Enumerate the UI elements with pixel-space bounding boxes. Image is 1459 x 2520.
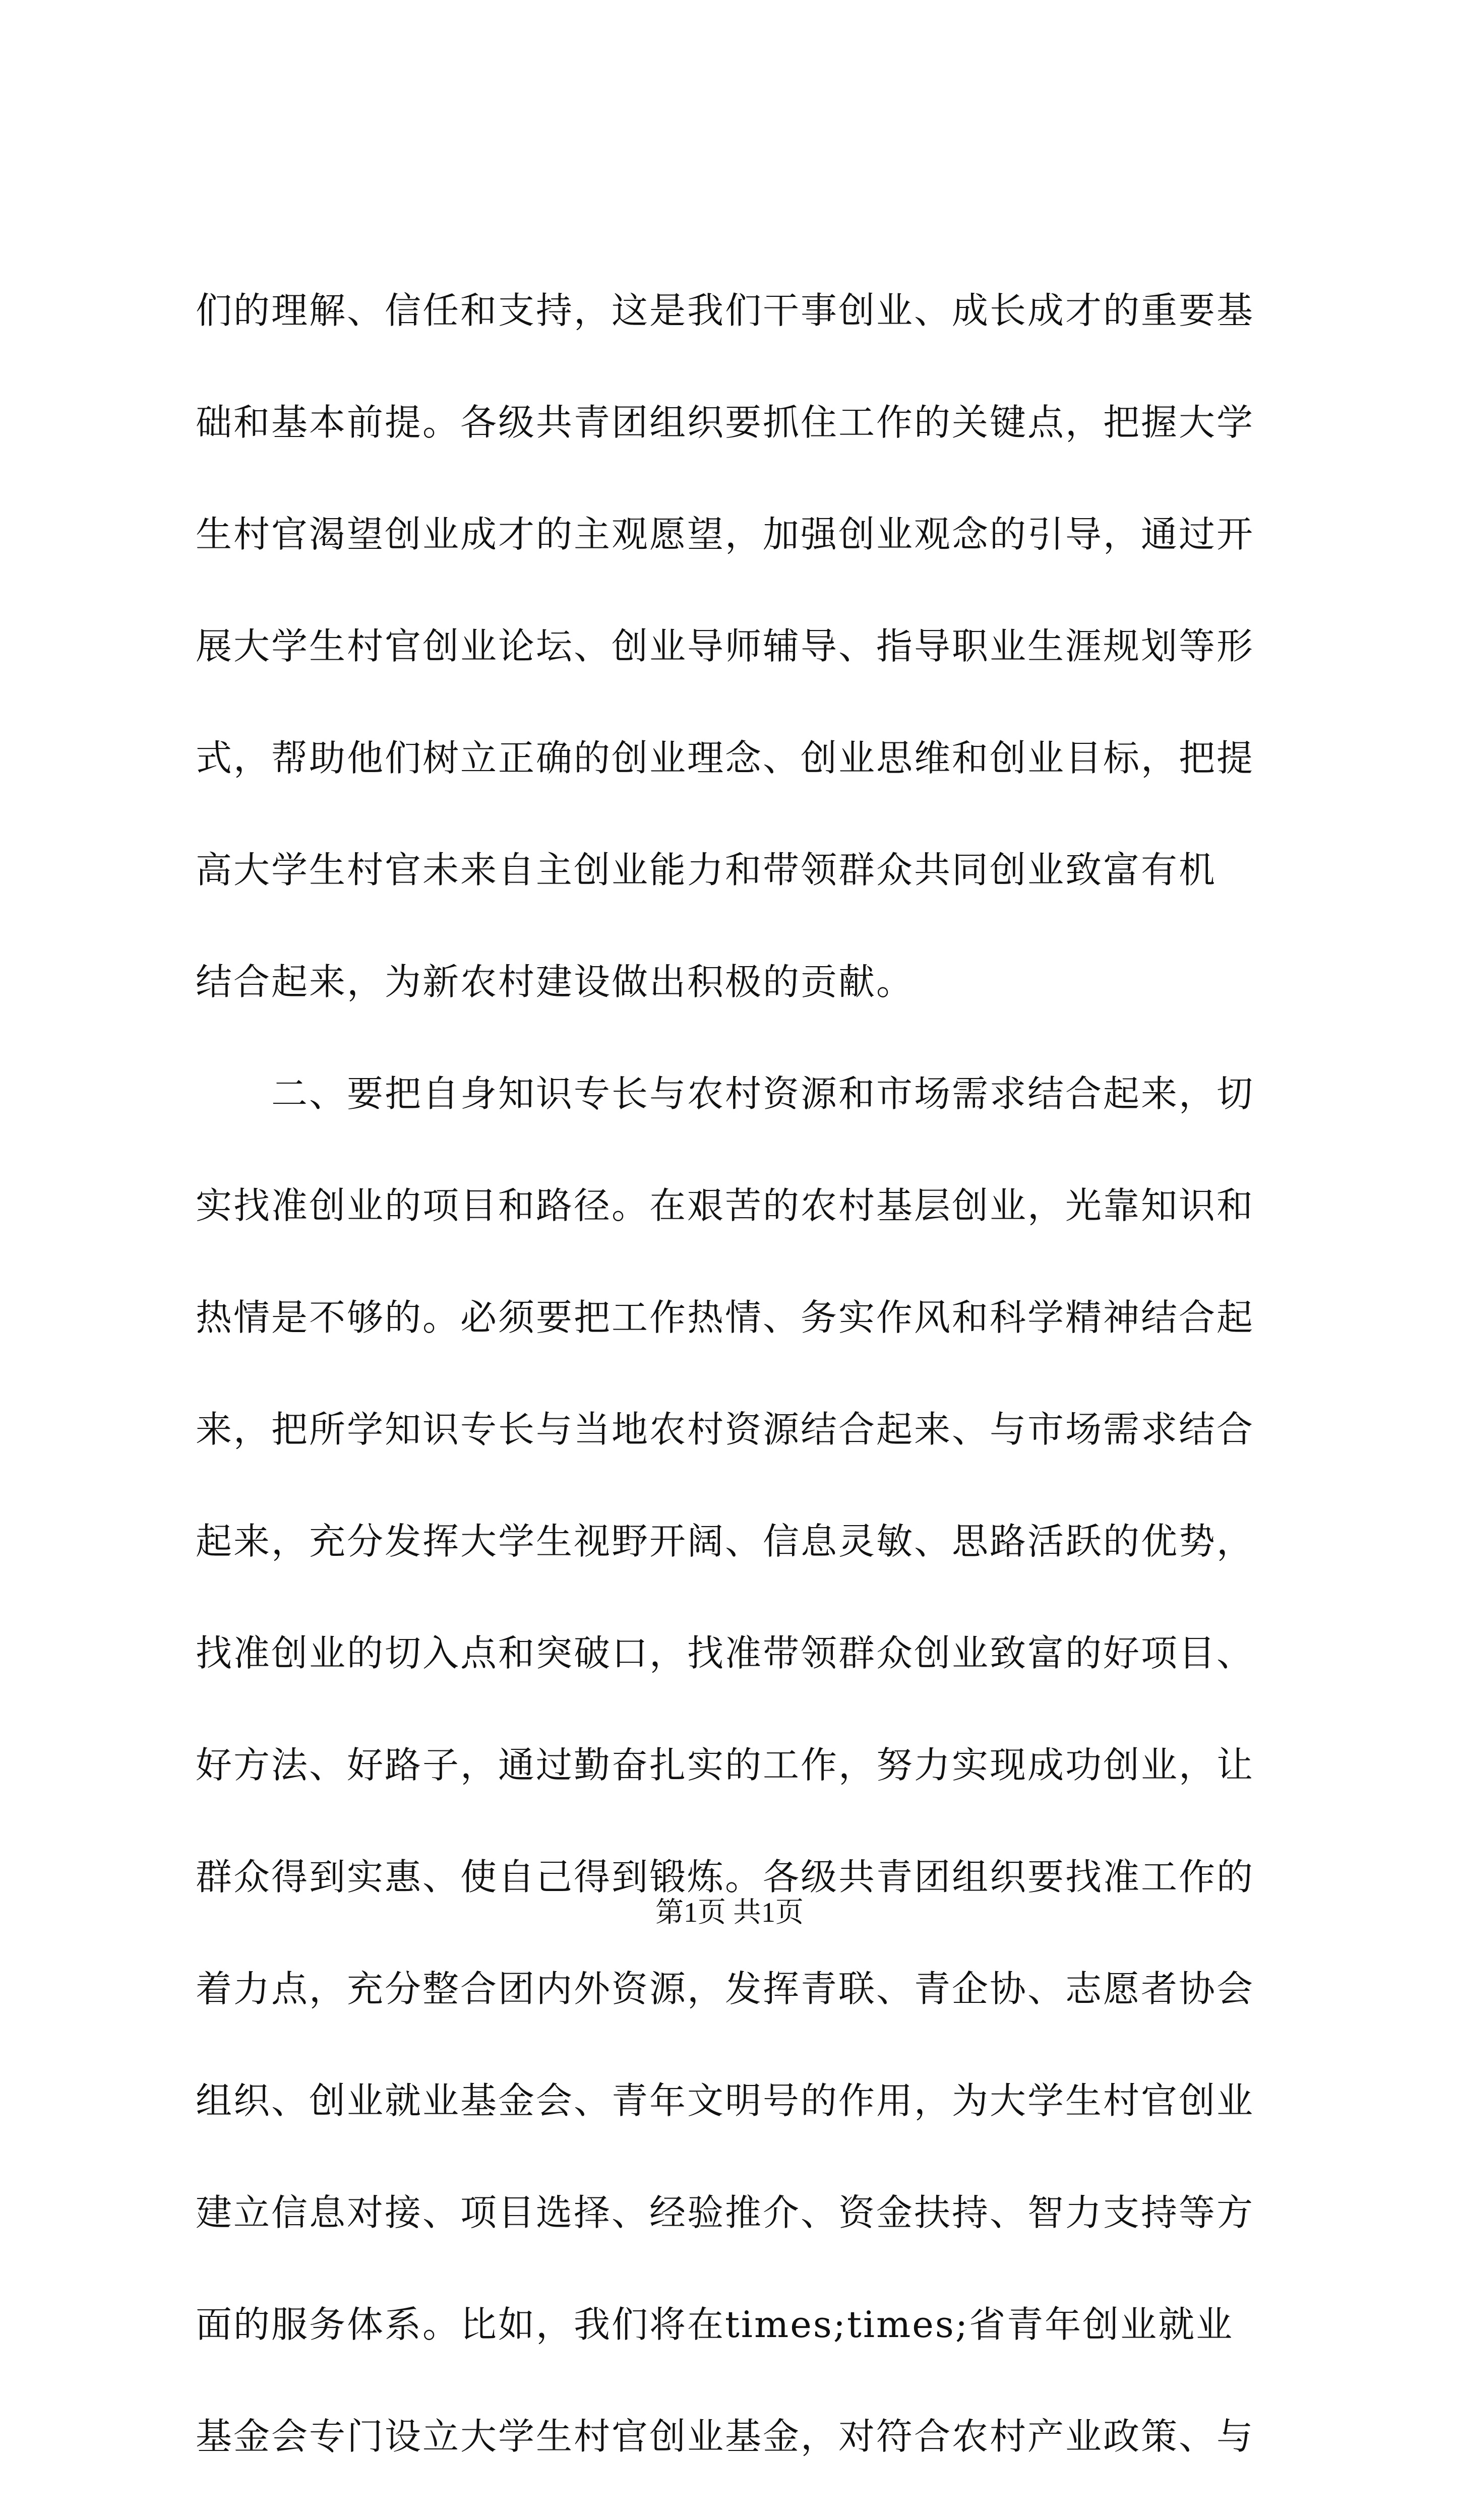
text-line: 着力点，充分整合团内外资源，发挥青联、青企协、志愿者协会 (196, 1968, 1255, 2010)
text-line: 建立信息对接、项目选择、经验推介、资金扶持、智力支持等方 (196, 2191, 1255, 2234)
text-line: 高大学生村官未来自主创业能力和带领群众共同创业致富有机 (196, 849, 1217, 891)
text-line: 好方法、好路子，通过勤奋扎实的工作，努力实现成功创业，让 (196, 1744, 1255, 1786)
text-line: 热情是不够的。必须要把工作热情、务实作风和科学精神结合起 (196, 1296, 1255, 1339)
text-line: 面的服务体系。比如，我们将在times;times;省青年创业就业 (196, 2303, 1234, 2346)
text-line: 来，把所学知识专长与当地农村资源结合起来、与市场需求结合 (196, 1408, 1255, 1451)
text-line: 结合起来，为新农村建设做出积极的贡献。 (196, 961, 915, 1003)
text-line: 二、要把自身知识专长与农村资源和市场需求结合起来，切 (196, 1073, 1255, 1115)
text-line (196, 2492, 1274, 2520)
text-line: 生村官渴望创业成才的主观愿望，加强创业观念的引导，通过开 (196, 513, 1255, 555)
text-line: 起来，充分发挥大学生视野开阔、信息灵敏、思路活跃的优势， (196, 1520, 1255, 1562)
page-footer (0, 1893, 1459, 1933)
text-line: 式，帮助他们树立正确的创业理念、创业思维和创业目标，把提 (196, 737, 1255, 779)
text-line: 展大学生村官创业论坛、创业导师辅导、指导职业生涯规划等形 (196, 625, 1255, 667)
text-line: 组织、创业就业基金会、青年文明号的作用，为大学生村官创业 (196, 2080, 1255, 2122)
text-line: 找准创业的切入点和突破口，找准带领群众创业致富的好项目、 (196, 1632, 1255, 1674)
text-line: 基金会专门设立大学生村官创业基金，对符合农村产业政策、与 (196, 2415, 1255, 2458)
text-line: 们的理解、信任和支持，这是我们干事创业、成长成才的重要基 (196, 289, 1255, 332)
text-line: 础和基本前提。各级共青团组织要抓住工作的关键点，把握大学 (196, 401, 1255, 444)
text-line: 群众得到实惠、使自己得到锻炼。各级共青团组织要找准工作的 (196, 1856, 1255, 1898)
text-line: 实找准创业的项目和路径。在艰苦的农村基层创业，光靠知识和 (196, 1184, 1255, 1227)
page-number-label: 第1页 共1页 (655, 1897, 804, 1928)
document-body (196, 255, 1274, 2520)
